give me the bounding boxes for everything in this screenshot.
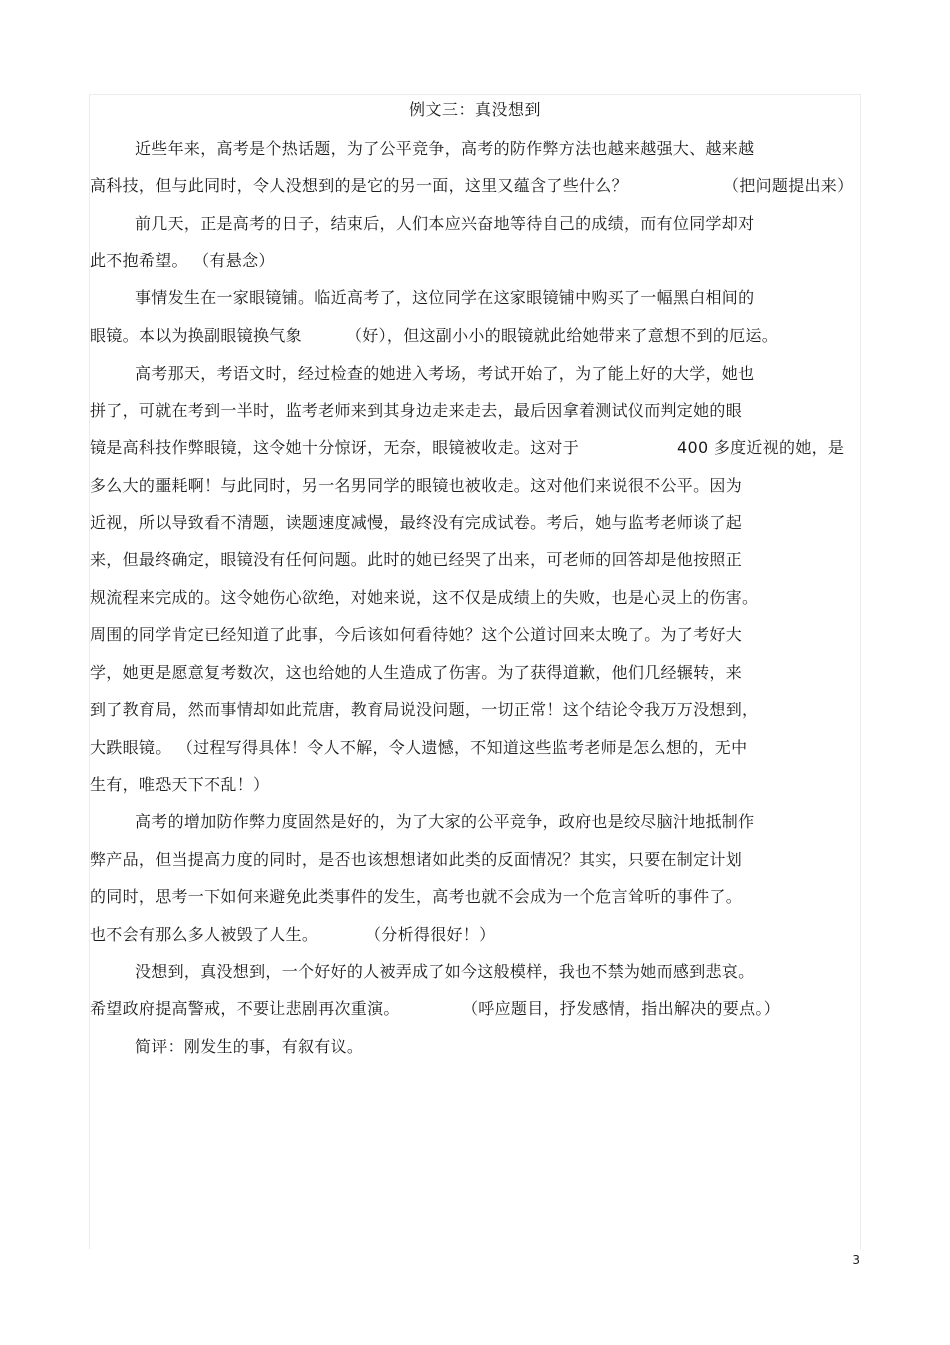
text-line	[90, 176, 628, 196]
text-line: （好），但这副小小的眼镜就此给她带来了意想不到的厄运。	[346, 326, 779, 345]
text-line: 镜是高科技作弊眼镜，这令她十分惊讶，无奈，眼镜被收走。这对于	[90, 438, 580, 457]
text-line: 没想到，真没想到，一个好好的人被弄成了如今这般模样，我也不禁为她而感到悲哀。	[135, 962, 755, 981]
text-line: 弊产品，但当提高力度的同时，是否也该想想诸如此类的反面情况？其实，只要在制定计划	[90, 850, 743, 869]
text-line: 400 多度近视的她，是	[677, 438, 845, 457]
text-line: 大跌眼镜。 （过程写得具体！令人不解，令人遗憾，不知道这些监考老师是怎么想的，无中	[90, 738, 748, 757]
text-line: 眼镜。本以为换副眼镜换气象	[90, 326, 302, 345]
text-line: 近些年来，高考是个热话题，为了公平竞争，高考的防作弊方法也越来越强大、越来越	[135, 139, 755, 158]
text-segment: 高科技，但与此同时，令人没想到的是它的另一面，这里又蕴含了些什么？	[90, 176, 628, 195]
text-line: 高考那天，考语文时，经过检查的她进入考场，考试开始了，为了能上好的大学，她也	[135, 364, 755, 383]
text-line: 规流程来完成的。这令她伤心欲绝，对她来说，这不仅是成绩上的失败，也是心灵上的伤害。	[90, 588, 759, 607]
text-line: 拼了，可就在考到一半时，监考老师来到其身边走来走去，最后因拿着测试仪而判定她的眼	[90, 401, 743, 420]
text-line: 周围的同学肯定已经知道了此事，今后该如何看待她？这个公道讨回来太晚了。为了考好大	[90, 625, 743, 644]
text-line: 学，她更是愿意复考数次，这也给她的人生造成了伤害。为了获得道歉，他们几经辗转，来	[90, 663, 743, 682]
text-line: 到了教育局，然而事情却如此荒唐，教育局说没问题，一切正常！这个结论令我万万没想到，	[90, 700, 759, 719]
text-line: 的同时，思考一下如何来避免此类事件的发生，高考也就不会成为一个危言耸听的事件了。	[90, 887, 743, 906]
annotation: （分析得很好！）	[365, 925, 496, 944]
text-line: 近视，所以导致看不清题，读题速度减慢，最终没有完成试卷。考后，她与监考老师谈了起	[90, 513, 743, 532]
text-line: 来，但最终确定，眼镜没有任何问题。此时的她已经哭了出来，可老师的回答却是他按照正	[90, 550, 743, 569]
text-line: 高考的增加防作弊力度固然是好的，为了大家的公平竞争，政府也是绞尽脑汁地抵制作	[135, 812, 755, 831]
text-line: 希望政府提高警戒，不要让悲剧再次重演。	[90, 999, 400, 1018]
brief-comment: 简评：刚发生的事，有叙有议。	[135, 1037, 364, 1056]
page-number: 3	[852, 1253, 860, 1267]
text-line: 前几天，正是高考的日子，结束后，人们本应兴奋地等待自己的成绩，而有位同学却对	[135, 214, 755, 233]
text-line: 也不会有那么多人被毁了人生。	[90, 925, 319, 944]
text-line: 此不抱希望。 （有悬念）	[90, 251, 275, 270]
text-line: 生有，唯恐天下不乱！）	[90, 775, 270, 794]
essay-title: 例文三：真没想到	[408, 100, 541, 119]
text-line: 多么大的噩耗啊！与此同时，另一名男同学的眼镜也被收走。这对他们来说很不公平。因为	[90, 476, 743, 495]
text-line: 事情发生在一家眼镜铺。临近高考了，这位同学在这家眼镜铺中购买了一幅黑白相间的	[135, 288, 755, 307]
annotation: （呼应题目，抒发感情，指出解决的要点。）	[462, 999, 781, 1018]
annotation: （把问题提出来）	[723, 176, 854, 195]
